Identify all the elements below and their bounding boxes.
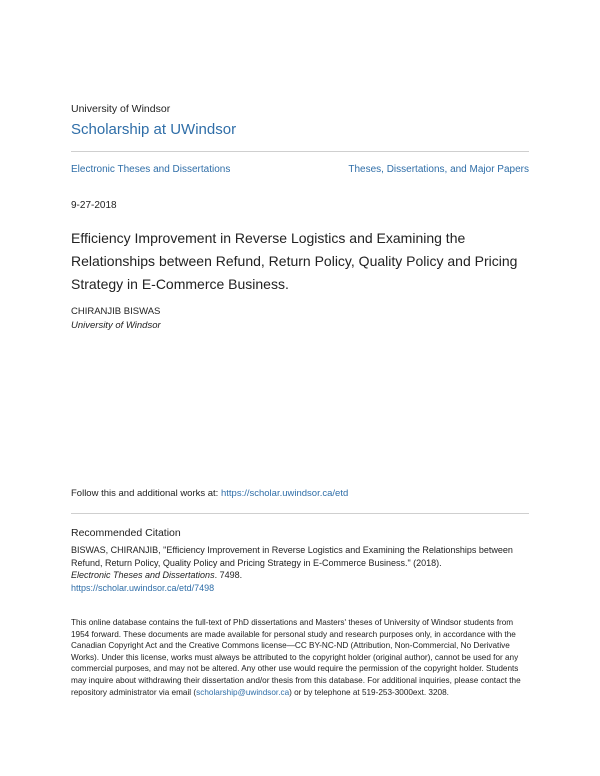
citation-number: . 7498.: [214, 570, 243, 580]
collection-link-etd[interactable]: Electronic Theses and Dissertations: [71, 164, 231, 175]
repository-link[interactable]: Scholarship at UWindsor: [71, 121, 237, 138]
citation-block: [71, 544, 533, 594]
notice-open-paren: (: [191, 687, 197, 697]
divider-top: [71, 151, 529, 152]
contact-email-link[interactable]: scholarship@uwindsor.ca: [196, 687, 290, 697]
notice-suffix: ) or by telephone at 519-253-3000ext. 3208.: [289, 687, 449, 697]
follow-link[interactable]: https://scholar.uwindsor.ca/etd: [220, 488, 349, 499]
collection-link-theses[interactable]: Theses, Dissertations, and Major Papers: [348, 164, 529, 175]
document-title: Efficiency Improvement in Reverse Logistics and Examining the Relationships between Refund, Return Policy, Quality Policy and Pricing Strategy in E-Commerce Business.: [71, 230, 518, 292]
publication-date: 9-27-2018: [71, 200, 117, 211]
copyright-notice: [71, 617, 533, 698]
citation-text: BISWAS, CHIRANJIB, "Efficiency Improvement in Reverse Logistics and Examining the Relationships between Refund, Return Policy, Quality Policy and Pricing Strategy in E-Commerce Business." (2018).: [71, 545, 513, 568]
citation-link[interactable]: https://scholar.uwindsor.ca/etd/7498: [71, 582, 215, 593]
citation-journal: Electronic Theses and Dissertations: [71, 570, 215, 580]
divider-bottom: [71, 513, 529, 514]
institution-name: University of Windsor: [71, 103, 171, 115]
citation-heading: Recommended Citation: [71, 527, 181, 539]
author-affiliation: University of Windsor: [71, 320, 161, 331]
author-name: CHIRANJIB BISWAS: [71, 306, 161, 317]
follow-line: [71, 488, 348, 499]
follow-prefix: Follow this and additional works at:: [71, 488, 221, 499]
notice-text: This online database contains the full-text of PhD dissertations and Masters' theses of University of Windsor students from 1954 forward. These documents are made available for personal study and research purposes only, in accordance with the Canadian Copyright Act and the Creative Commons license—CC BY-NC-ND (Attribution, Non-Commercial, No Derivative Works). Under this license, works must always be attributed to the copyright holder (original author), cannot be used for any commercial purposes, and may not be altered. Any other use would require the permission of the copyright holder. Students may inquire about withdrawing their dissertation and/or thesis from this database. For additional inquiries, please contact the repository administrator via email: [71, 618, 521, 697]
